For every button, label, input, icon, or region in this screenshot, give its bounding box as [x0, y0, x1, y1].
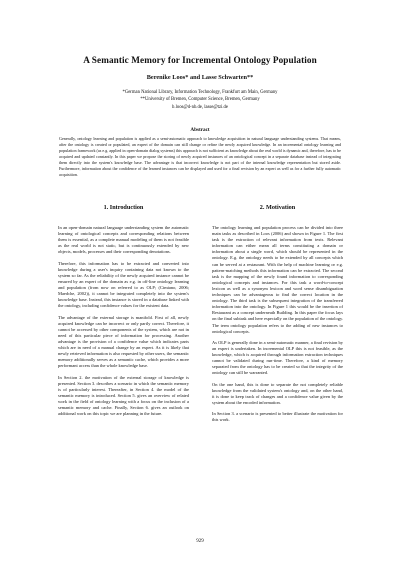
- paragraph: Therefore, this information has to be extracted and converted into knowledge during a user's inquiry containing data not known to the system so far. As the reliability of the newly acquired instance cannot be ensured by an expert of the domain as e.g. in off-line ontology learning and population (from now on referred to as OLP; (Cimiano, 2006; Maedche, 2002)), it cannot be integrated completely into the system's knowledge base. Instead, this instance is stored in a database linked with the ontology, including confidence values for the existent data.: [58, 260, 189, 309]
- paragraph: The advantage of the external storage is manifold. First of all, newly acquired knowledge can be incorrect or only partly correct. Therefore, it cannot be accessed by other components of the system, which are not in need of this particular piece of information for processing. Another advantage is the provision of a confidence value which indicates parts which are in need of a manual change by an expert. As it is likely that newly retrieved information is also requested by other users, the semantic memory additionally serves as a semantic cache, which provides a more performant access than the whole knowledge base.: [58, 314, 189, 369]
- paragraph: The ontology learning and population process can be divided into three main tasks as described in Loos (2006) and shown in Figure 1. The first task is the extraction of relevant information from texts. Relevant information can either mean all terms constituting a domain or information about a single word, which should be represented in the ontology. E.g. the ontology needs to be extended by all concepts which can be served at a restaurant. With the help of machine learning or e.g. pattern-matching methods this information can be extracted. The second task is the mapping of the newly found information to corresponding ontological concepts and instances. For this task a word-to-concept lexicon as well as a synonym lexicon and word sense disambiguation techniques can be advantageous to find the correct location in the ontology. The third task is the subsequent integration of the transferred information into the ontology. In Figure 1 this would be the insertion of Restaurant as a concept underneath Building. In this paper the focus lays on the final subtask and here especially on the population of the ontology. The term ontology population refers to the adding of new instances to ontological concepts.: [212, 225, 343, 334]
- affiliation-line: *German National Library, Information Technology, Frankfurt am Main, Germany: [122, 90, 278, 95]
- paragraph: As OLP is generally done in a semi-automatic manner, a final revision by an expert is undertaken. In incremental OLP this is not feasible, as the knowledge, which is acquired through information extraction techniques cannot be validated during run-time. Therefore, a kind of memory separated from the ontology has to be created so that the integrity of the ontology can still be warranted.: [212, 339, 343, 376]
- paper-authors: Berenike Loos* and Lasse Schwarten**: [146, 74, 254, 81]
- paragraph: On the one hand, this is done to separate the not completely reliable knowledge from the validated system's ontology and, on the other hand, it is done to keep track of changes and a confidence value given by the system about the encoded information.: [212, 381, 343, 405]
- section-heading: 1. Introduction: [103, 204, 144, 211]
- author-emails: b.loos@d-nb.de, lasse@tzi.de: [172, 104, 228, 110]
- affiliation-line: **University of Bremen, Computer Science, Bremen, Germany: [140, 97, 260, 103]
- paragraph: In an open-domain natural language understanding system the automatic learning of ontological concepts and corresponding relations between them is essential, as a complete manual modeling of them is not feasible as the real world is not static, but is continuously extended by new objects, models, processes and their corresponding denotations.: [58, 225, 189, 255]
- page-number: 929: [196, 539, 204, 544]
- affiliations: [0, 89, 400, 111]
- paper-title: A Semantic Memory for Incremental Ontology Population: [83, 55, 317, 65]
- abstract-heading: Abstract: [190, 127, 210, 133]
- abstract-text: Generally, ontology learning and population is applied as a semi-automatic approach to knowledge acquisition in natural language understanding systems. That means, after the ontology is created or populated, an expert of the domain can still change or refine the newly acquired knowledge. In an incremental ontology learning and population framework (as e.g. applied in open-domain dialog systems) this approach is not sufficient as knowledge about the real world is dynamic and, therefore, has to be acquired and updated constantly. In this paper we propose the storing of newly acquired instances of an ontological concept in a separate database instead of integrating them directly into the system's knowledge base. The advantage is that incorrect knowledge is not part of the internal knowledge representation but stored aside. Furthermore, information about the confidence of the learned instances can be displayed and used for a final revision by an expert as well as for a further fully automatic acquisition.: [59, 136, 341, 177]
- section-heading: 2. Motivation: [259, 204, 296, 211]
- paragraph: In Section 2. the motivation of the external storage of knowledge is presented. Section 3. describes a scenario in which the semantic memory is of particularly interest. Thereafter, in Section 4. the model of the semantic memory is introduced. Section 5. gives an overview of related work in the field of ontology learning with a focus on the inclusion of a semantic memory and cache. Finally, Section 6. gives an outlook on additional work on this topic we are planning in the future.: [58, 374, 189, 417]
- section-introduction: [58, 204, 189, 422]
- section-motivation: [212, 204, 343, 429]
- paragraph: In Section 3. a scenario is presented to better illustrate the motivation for this work.: [212, 411, 343, 423]
